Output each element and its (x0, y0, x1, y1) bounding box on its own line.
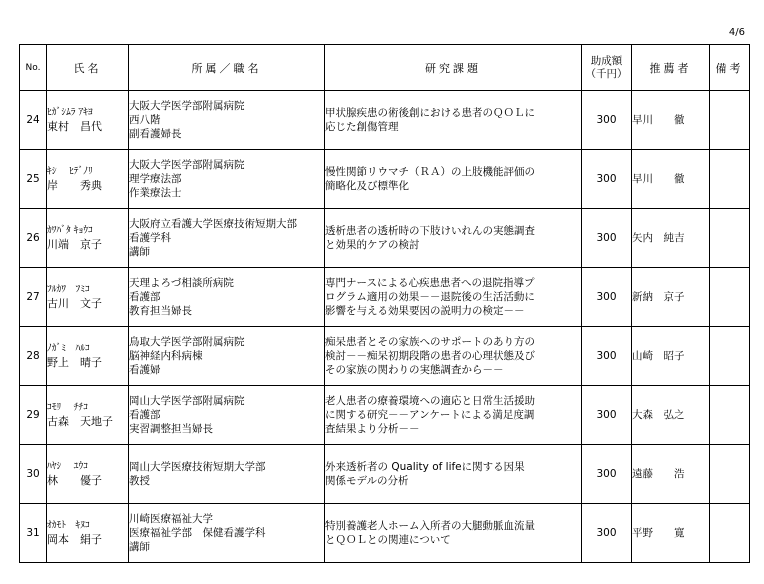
affiliation-cell (129, 504, 325, 563)
applicant-name: 林 優子 (47, 474, 102, 487)
research-title-line: 査結果より分析－－ (325, 423, 420, 435)
applicant-cell (47, 504, 129, 563)
affiliation-line: 岡山大学医学部附属病院 (129, 395, 245, 407)
affiliation-line: 鳥取大学医学部附属病院 (129, 336, 245, 348)
applicant-kana: ﾌﾙｶﾜ ﾌﾐｺ (47, 284, 90, 295)
grant-amount: 300 (582, 504, 632, 563)
row-no: 25 (20, 150, 47, 209)
applicant-cell (47, 150, 129, 209)
affiliation-line: 講師 (129, 246, 150, 258)
row-no: 29 (20, 386, 47, 445)
research-title-cell (325, 386, 582, 445)
affiliation-line: 岡山大学医療技術短期大学部 (129, 461, 266, 473)
grant-amount: 300 (582, 445, 632, 504)
affiliation-line: 作業療法士 (129, 187, 182, 199)
affiliation-line: 西八階 (129, 114, 161, 126)
research-title-line: に関する研究－－アンケートによる満足度調 (325, 409, 535, 421)
row-no: 31 (20, 504, 47, 563)
recommender: 遠藤 浩 (632, 445, 710, 504)
affiliation-cell (129, 268, 325, 327)
remarks (710, 91, 750, 150)
research-title-line: ログラム適用の効果－－退院後の生活活動に (325, 291, 535, 303)
affiliation-line: 実習調整担当婦長 (129, 423, 213, 435)
affiliation-cell (129, 91, 325, 150)
header-name: 氏名 (47, 45, 129, 91)
recommender: 平野 寛 (632, 504, 710, 563)
affiliation-line: 看護学科 (129, 232, 171, 244)
recommender: 山崎 昭子 (632, 327, 710, 386)
table-body (20, 91, 750, 563)
research-title-line: 検討－－痴呆初期段階の患者の心理状態及び (325, 350, 535, 362)
header-amount-line1: 助成額 (590, 54, 623, 67)
research-title-cell (325, 268, 582, 327)
affiliation-line: 大阪大学医学部附属病院 (129, 159, 245, 171)
grant-amount: 300 (582, 209, 632, 268)
page-indicator: 4/6 (728, 27, 745, 38)
row-no: 27 (20, 268, 47, 327)
applicant-kana: ｵｶﾓﾄ ｷﾇｺ (47, 520, 90, 531)
affiliation-cell (129, 209, 325, 268)
affiliation-line: 医療福祉学部 保健看護学科 (129, 527, 266, 539)
header-amount (582, 45, 632, 91)
remarks (710, 327, 750, 386)
recommender: 早川 徹 (632, 91, 710, 150)
applicant-name: 古川 文子 (47, 297, 102, 310)
research-title-cell (325, 209, 582, 268)
research-title-cell (325, 327, 582, 386)
applicant-name: 野上 晴子 (47, 356, 102, 369)
research-title-line: 外来透析者の Quality of lifeに関する因果 (325, 461, 525, 473)
affiliation-line: 理学療法部 (129, 173, 182, 185)
research-title-line: 応じた創傷管理 (325, 121, 399, 133)
affiliation-line: 看護部 (129, 291, 161, 303)
applicant-kana: ﾊﾔｼ ﾕｳｺ (47, 461, 89, 472)
research-title-cell (325, 504, 582, 563)
recommender: 新納 京子 (632, 268, 710, 327)
row-no: 26 (20, 209, 47, 268)
applicant-cell (47, 268, 129, 327)
affiliation-line: 脳神経内科病棟 (129, 350, 203, 362)
grant-amount: 300 (582, 91, 632, 150)
header-amount-line2: （千円） (585, 67, 628, 80)
affiliation-line: 大阪大学医学部附属病院 (129, 100, 245, 112)
grant-amount: 300 (582, 327, 632, 386)
research-title-line: 透析患者の透析時の下肢けいれんの実態調査 (325, 225, 535, 237)
header-affiliation: 所属／職名 (129, 45, 325, 91)
research-title-line: その家族の関わりの実態調査から－－ (325, 364, 504, 376)
applicant-kana: ﾋｶﾞｼﾑﾗ ｱｷﾖ (47, 107, 93, 118)
research-title-line: 影響を与える効果要因の説明力の検定－－ (325, 305, 525, 317)
grant-amount: 300 (582, 268, 632, 327)
research-title-line: 痴呆患者とその家族へのサポートのあり方の (325, 336, 535, 348)
affiliation-line: 副看護婦長 (129, 128, 182, 140)
applicant-kana: ｺﾓﾘ ﾁﾁｺ (47, 402, 89, 413)
research-title-line: 簡略化及び標準化 (325, 180, 409, 192)
header-remarks: 備考 (710, 45, 750, 91)
table-row (20, 209, 750, 268)
recommender: 矢内 純吉 (632, 209, 710, 268)
applicant-name: 川端 京子 (47, 238, 102, 251)
research-title-line: 甲状腺疾患の術後創における患者のＱＯＬに (325, 107, 535, 119)
applicant-name: 岸 秀典 (47, 179, 102, 192)
applicant-name: 古森 天地子 (47, 415, 113, 428)
remarks (710, 268, 750, 327)
header-no: No. (20, 45, 47, 91)
table-row (20, 445, 750, 504)
applicant-kana: ｷｼ ﾋﾃﾞﾉﾘ (47, 166, 93, 177)
applicant-name: 岡本 絹子 (47, 533, 102, 546)
affiliation-line: 大阪府立看護大学医療技術短期大部 (129, 218, 297, 230)
table-row (20, 91, 750, 150)
research-title-line: とＱＯＬとの関連について (325, 534, 451, 546)
applicant-cell (47, 445, 129, 504)
research-title-cell (325, 445, 582, 504)
applicant-cell (47, 386, 129, 445)
research-title-cell (325, 150, 582, 209)
remarks (710, 504, 750, 563)
recommender: 大森 弘之 (632, 386, 710, 445)
grant-amount: 300 (582, 150, 632, 209)
affiliation-line: 教育担当婦長 (129, 305, 192, 317)
applicant-kana: ｶﾜﾊﾞﾀ ｷｮｳｺ (47, 225, 93, 236)
applicant-cell (47, 209, 129, 268)
affiliation-cell (129, 386, 325, 445)
grant-amount: 300 (582, 386, 632, 445)
row-no: 30 (20, 445, 47, 504)
affiliation-line: 天理よろづ相談所病院 (129, 277, 234, 289)
table-row (20, 268, 750, 327)
row-no: 24 (20, 91, 47, 150)
applicant-cell (47, 327, 129, 386)
affiliation-cell (129, 327, 325, 386)
table-header (20, 45, 750, 91)
research-title-line: 関係モデルの分析 (325, 475, 409, 487)
recommender: 早川 徹 (632, 150, 710, 209)
affiliation-line: 講師 (129, 541, 150, 553)
applicant-cell (47, 91, 129, 150)
remarks (710, 445, 750, 504)
header-research-title: 研究課題 (325, 45, 582, 91)
table-row (20, 386, 750, 445)
research-title-line: 専門ナースによる心疾患患者への退院指導プ (325, 277, 535, 289)
table-row (20, 327, 750, 386)
affiliation-line: 教授 (129, 475, 150, 487)
row-no: 28 (20, 327, 47, 386)
affiliation-line: 看護部 (129, 409, 161, 421)
research-title-line: と効果的ケアの検討 (325, 239, 420, 251)
affiliation-cell (129, 445, 325, 504)
applicant-name: 東村 昌代 (47, 120, 102, 133)
grant-table (19, 44, 750, 563)
remarks (710, 209, 750, 268)
research-title-line: 老人患者の療養環境への適応と日常生活援助 (325, 395, 535, 407)
research-title-cell (325, 91, 582, 150)
remarks (710, 386, 750, 445)
affiliation-cell (129, 150, 325, 209)
affiliation-line: 看護婦 (129, 364, 161, 376)
applicant-kana: ﾉｶﾞﾐ ﾊﾙｺ (47, 343, 90, 354)
table-row (20, 150, 750, 209)
remarks (710, 150, 750, 209)
table-row (20, 504, 750, 563)
affiliation-line: 川崎医療福祉大学 (129, 513, 213, 525)
research-title-line: 慢性関節リウマチ（ＲＡ）の上肢機能評価の (325, 166, 535, 178)
research-title-line: 特別養護老人ホーム入所者の大腿動脈血流量 (325, 520, 535, 532)
header-recommender: 推薦者 (632, 45, 710, 91)
